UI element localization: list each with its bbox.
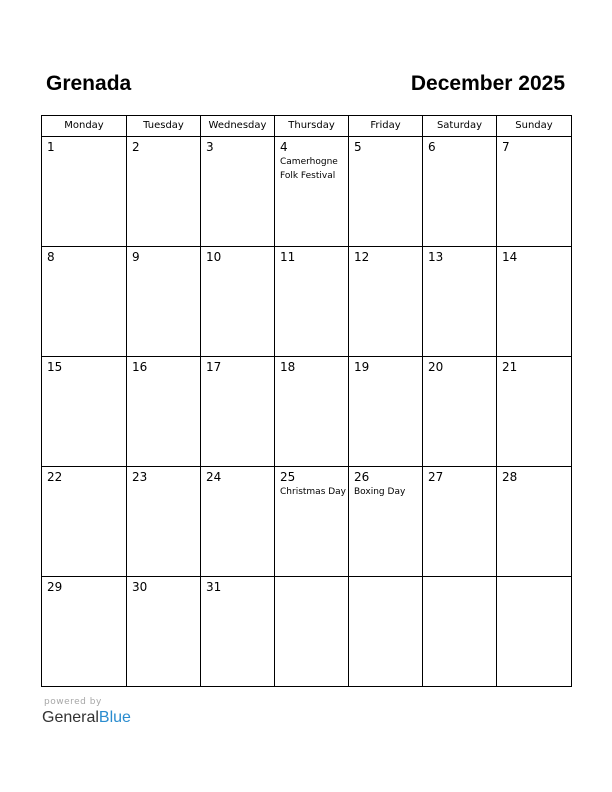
day-number: 24 (206, 470, 222, 484)
weekday-header: Monday (42, 116, 127, 137)
week-row (42, 357, 572, 467)
day-cell (42, 357, 127, 467)
day-cell (127, 467, 201, 577)
holiday-event: Camerhogne Folk Festival (280, 157, 338, 181)
day-number: 18 (280, 360, 296, 374)
day-number: 12 (354, 250, 370, 264)
month-year-title: December 2025 (410, 72, 565, 95)
week-row (42, 467, 572, 577)
country-title: Grenada (46, 72, 132, 95)
day-number: 6 (428, 140, 436, 154)
weekday-header: Friday (349, 116, 423, 137)
day-cell (127, 577, 201, 687)
day-number: 16 (132, 360, 148, 374)
day-number: 3 (206, 140, 214, 154)
week-row (42, 137, 572, 247)
day-cell (275, 357, 349, 467)
day-cell (423, 247, 497, 357)
weekday-header: Sunday (497, 116, 572, 137)
day-cell (275, 137, 349, 247)
day-cell (201, 467, 275, 577)
day-cell (349, 577, 423, 687)
day-cell (423, 357, 497, 467)
day-number: 8 (47, 250, 55, 264)
day-number: 27 (428, 470, 444, 484)
day-cell (275, 577, 349, 687)
calendar-body (42, 137, 572, 687)
day-cell (42, 577, 127, 687)
week-row (42, 247, 572, 357)
weekday-header-row (42, 116, 572, 137)
day-cell (349, 357, 423, 467)
day-number: 20 (428, 360, 444, 374)
powered-by-label: powered by (44, 697, 102, 707)
day-cell (201, 247, 275, 357)
day-cell (497, 467, 572, 577)
footer-branding (42, 696, 131, 728)
day-number: 10 (206, 250, 222, 264)
weekday-header: Saturday (423, 116, 497, 137)
day-number: 7 (502, 140, 510, 154)
day-number: 13 (428, 250, 444, 264)
day-cell (42, 247, 127, 357)
generalblue-logo (42, 708, 131, 728)
day-cell (275, 247, 349, 357)
day-number: 22 (47, 470, 63, 484)
day-cell (497, 577, 572, 687)
day-cell (423, 467, 497, 577)
day-number: 31 (206, 580, 222, 594)
day-number: 11 (280, 250, 296, 264)
day-cell (349, 247, 423, 357)
day-number: 9 (132, 250, 140, 264)
brand-general-text: General (42, 709, 99, 726)
holiday-event: Christmas Day (280, 487, 347, 497)
day-number: 1 (47, 140, 55, 154)
day-number: 19 (354, 360, 370, 374)
day-number: 17 (206, 360, 222, 374)
calendar-grid (41, 115, 572, 687)
weekday-header: Wednesday (201, 116, 275, 137)
day-number: 29 (47, 580, 63, 594)
day-cell (127, 137, 201, 247)
day-number: 28 (502, 470, 518, 484)
day-number: 25 (280, 470, 296, 484)
day-number: 30 (132, 580, 148, 594)
brand-blue-text: Blue (98, 709, 131, 726)
day-number: 4 (280, 140, 288, 154)
day-number: 2 (132, 140, 140, 154)
day-number: 21 (502, 360, 518, 374)
day-number: 23 (132, 470, 148, 484)
day-cell (275, 467, 349, 577)
day-number: 5 (354, 140, 362, 154)
day-number: 26 (354, 470, 370, 484)
day-cell (423, 577, 497, 687)
weekday-header: Thursday (275, 116, 349, 137)
weekday-header: Tuesday (127, 116, 201, 137)
day-cell (201, 577, 275, 687)
day-cell (201, 357, 275, 467)
day-cell (42, 467, 127, 577)
day-cell (127, 247, 201, 357)
day-number: 14 (502, 250, 518, 264)
day-cell (201, 137, 275, 247)
day-cell (349, 137, 423, 247)
day-cell (42, 137, 127, 247)
day-cell (127, 357, 201, 467)
holiday-event: Boxing Day (354, 487, 406, 497)
day-number: 15 (47, 360, 63, 374)
day-cell (497, 137, 572, 247)
week-row (42, 577, 572, 687)
day-cell (497, 357, 572, 467)
day-cell (497, 247, 572, 357)
day-cell (423, 137, 497, 247)
day-cell (349, 467, 423, 577)
